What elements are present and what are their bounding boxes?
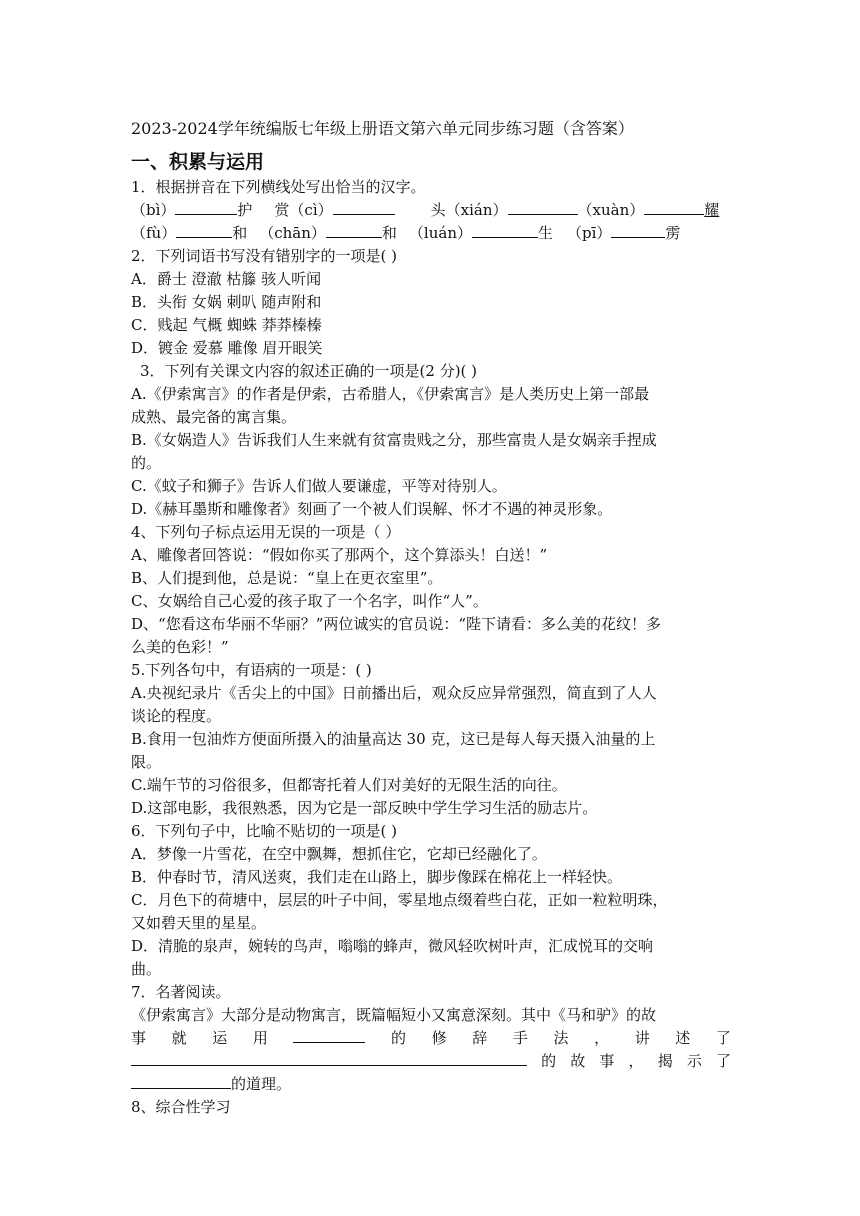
question-1-row-2 <box>131 222 731 244</box>
question-5-option-a: A.央视纪录片《舌尖上的中国》日前播出后，观众反应异常强烈，简直到了人人 <box>131 684 657 702</box>
question-2-option-b: B．头衔 女娲 刺叭 随声附和 <box>131 293 322 311</box>
char: 事 <box>131 1029 147 1047</box>
question-2-option-a: A．爵士 澄澈 枯籐 骇人听闻 <box>131 270 322 288</box>
word-fragment: 生 <box>537 224 553 242</box>
word-fragment: 和 <box>232 224 248 242</box>
answer-blank[interactable] <box>333 199 395 215</box>
char: 辞 <box>472 1029 488 1047</box>
char: 述 <box>675 1029 691 1047</box>
char: 事 <box>599 1052 615 1070</box>
question-8-stem: 8、综合性学习 <box>131 1098 231 1116</box>
answer-blank[interactable] <box>611 222 665 238</box>
question-5-option-c: C.端午节的习俗很多，但都寄托着人们对美好的无限生活的向往。 <box>131 776 567 794</box>
char: 的 <box>391 1029 407 1047</box>
question-3-option-a-cont: 成熟、最完备的寓言集。 <box>131 408 297 426</box>
char: 就 <box>171 1029 187 1047</box>
question-7-line-2 <box>131 1027 731 1049</box>
question-4-option-d-cont: 么美的色彩！” <box>131 638 229 656</box>
char: 的 <box>541 1052 557 1070</box>
question-6-stem: 6．下列句子中，比喻不贴切的一项是( ) <box>131 822 398 840</box>
question-3-option-b: B.《女娲造人》告诉我们人生来就有贫富贵贱之分，那些富贵人是女娲亲手捏成 <box>131 431 657 449</box>
question-5-stem: 5.下列各句中，有语病的一项是：( ) <box>131 661 372 679</box>
question-5-option-a-cont: 谈论的程度。 <box>131 707 222 725</box>
answer-blank-moral[interactable] <box>131 1073 231 1089</box>
question-4-option-a: A、雕像者回答说：“假如你买了那两个，这个算添头！白送！” <box>131 546 548 564</box>
question-6-option-b: B．仲春时节，清风送爽，我们走在山路上，脚步像踩在棉花上一样轻快。 <box>131 868 623 886</box>
char: 了 <box>715 1052 731 1070</box>
question-1-row-1 <box>131 199 731 221</box>
pinyin-chan: （chān） <box>259 224 326 242</box>
question-5-option-b-cont: 限。 <box>131 753 162 771</box>
char: 运 <box>212 1029 228 1047</box>
char: ， <box>594 1029 610 1047</box>
pinyin-ci: 赏（cì） <box>274 201 333 219</box>
pinyin-pi: （pī） <box>567 224 612 242</box>
question-3-option-c: C.《蚊子和狮子》告诉人们做人要谦虚，平等对待别人。 <box>131 477 507 495</box>
question-7-passage: 《伊索寓言》大部分是动物寓言，既篇幅短小又寓意深刻。其中《马和驴》的故 <box>131 1006 657 1024</box>
question-6-option-c: C．月色下的荷塘中，层层的叶子中间，零星地点缀着些白花，正如一粒粒明珠， <box>131 891 668 909</box>
question-6-option-a: A．梦像一片雪花，在空中飘舞，想抓住它，它却已经融化了。 <box>131 845 547 863</box>
char: 了 <box>715 1029 731 1047</box>
question-6-option-c-cont: 又如碧天里的星星。 <box>131 914 267 932</box>
answer-blank[interactable] <box>176 222 232 238</box>
question-7-stem: 7．名著阅读。 <box>131 983 231 1001</box>
question-2-option-d: D．镀金 爱慕 雕像 眉开眼笑 <box>131 339 323 357</box>
char: 揭 <box>657 1052 673 1070</box>
question-3-stem: 3．下列有关课文内容的叙述正确的一项是(2 分)( ) <box>140 362 478 380</box>
question-3-option-a: A.《伊索寓言》的作者是伊索，古希腊人，《伊索寓言》是人类历史上第一部最 <box>131 385 650 403</box>
question-6-option-d-cont: 曲。 <box>131 960 162 978</box>
question-2-option-c: C．贱起 气概 蜘蛛 莽莽榛榛 <box>131 316 322 334</box>
line-text: 的道理。 <box>231 1075 292 1093</box>
question-4-stem: 4、下列句子标点运用无误的一项是（ ） <box>131 523 401 541</box>
char: 讲 <box>634 1029 650 1047</box>
char: ， <box>628 1052 644 1070</box>
pinyin-xian: 头（xián） <box>430 201 508 219</box>
answer-blank-story[interactable] <box>131 1050 527 1066</box>
char: 用 <box>252 1029 268 1047</box>
answer-blank[interactable] <box>644 199 704 215</box>
word-fragment: 护 <box>237 201 253 219</box>
char: 故 <box>570 1052 586 1070</box>
pinyin-fu: （fù） <box>131 224 177 242</box>
section-heading: 一、积累与运用 <box>131 151 265 173</box>
question-2-stem: 2．下列词语书写没有错别字的一项是( ) <box>131 247 398 265</box>
question-5-option-b: B.食用一包油炸方便面所摄入的油量高达 30 克，这已是每人每天摄入油量的上 <box>131 730 656 748</box>
answer-blank[interactable] <box>508 199 578 215</box>
char: 手 <box>512 1029 528 1047</box>
question-5-option-d: D.这部电影，我很熟悉，因为它是一部反映中学生学习生活的励志片。 <box>131 799 598 817</box>
question-7-line-3 <box>131 1050 731 1072</box>
question-3-option-b-cont: 的。 <box>131 454 162 472</box>
word-fragment: 和 <box>381 224 397 242</box>
answer-blank-rhetoric[interactable] <box>293 1027 365 1043</box>
pinyin-luan: （luán） <box>408 224 472 242</box>
question-6-option-d: D．清脆的泉声，婉转的鸟声，嗡嗡的蜂声，微风轻吹树叶声，汇成悦耳的交响 <box>131 937 654 955</box>
word-fragment: 耀 <box>704 201 720 219</box>
question-4-option-d: D、“您看这布华丽不华丽？”两位诚实的官员说：“陛下请看：多么美的花纹！多 <box>131 615 662 633</box>
question-4-option-c: C、女娲给自己心爱的孩子取了一个名字，叫作“人”。 <box>131 592 488 610</box>
question-4-option-b: B、人们提到他，总是说：“皇上在更衣室里”。 <box>131 569 443 587</box>
document-title: 2023-2024学年统编版七年级上册语文第六单元同步练习题（含答案） <box>131 119 634 138</box>
question-7-line-4 <box>131 1073 731 1095</box>
char: 修 <box>431 1029 447 1047</box>
answer-blank[interactable] <box>326 222 382 238</box>
pinyin-bi: （bì） <box>131 201 176 219</box>
pinyin-xuan: （xuàn） <box>577 201 645 219</box>
answer-blank[interactable] <box>472 222 538 238</box>
char: 法 <box>553 1029 569 1047</box>
question-3-option-d: D.《赫耳墨斯和雕像者》刻画了一个被人们误解、怀才不遇的神灵形象。 <box>131 500 613 518</box>
answer-blank[interactable] <box>175 199 237 215</box>
char: 示 <box>686 1052 702 1070</box>
word-fragment: 雳 <box>665 224 681 242</box>
question-1-stem: 1．根据拼音在下列横线处写出恰当的汉字。 <box>131 178 426 196</box>
